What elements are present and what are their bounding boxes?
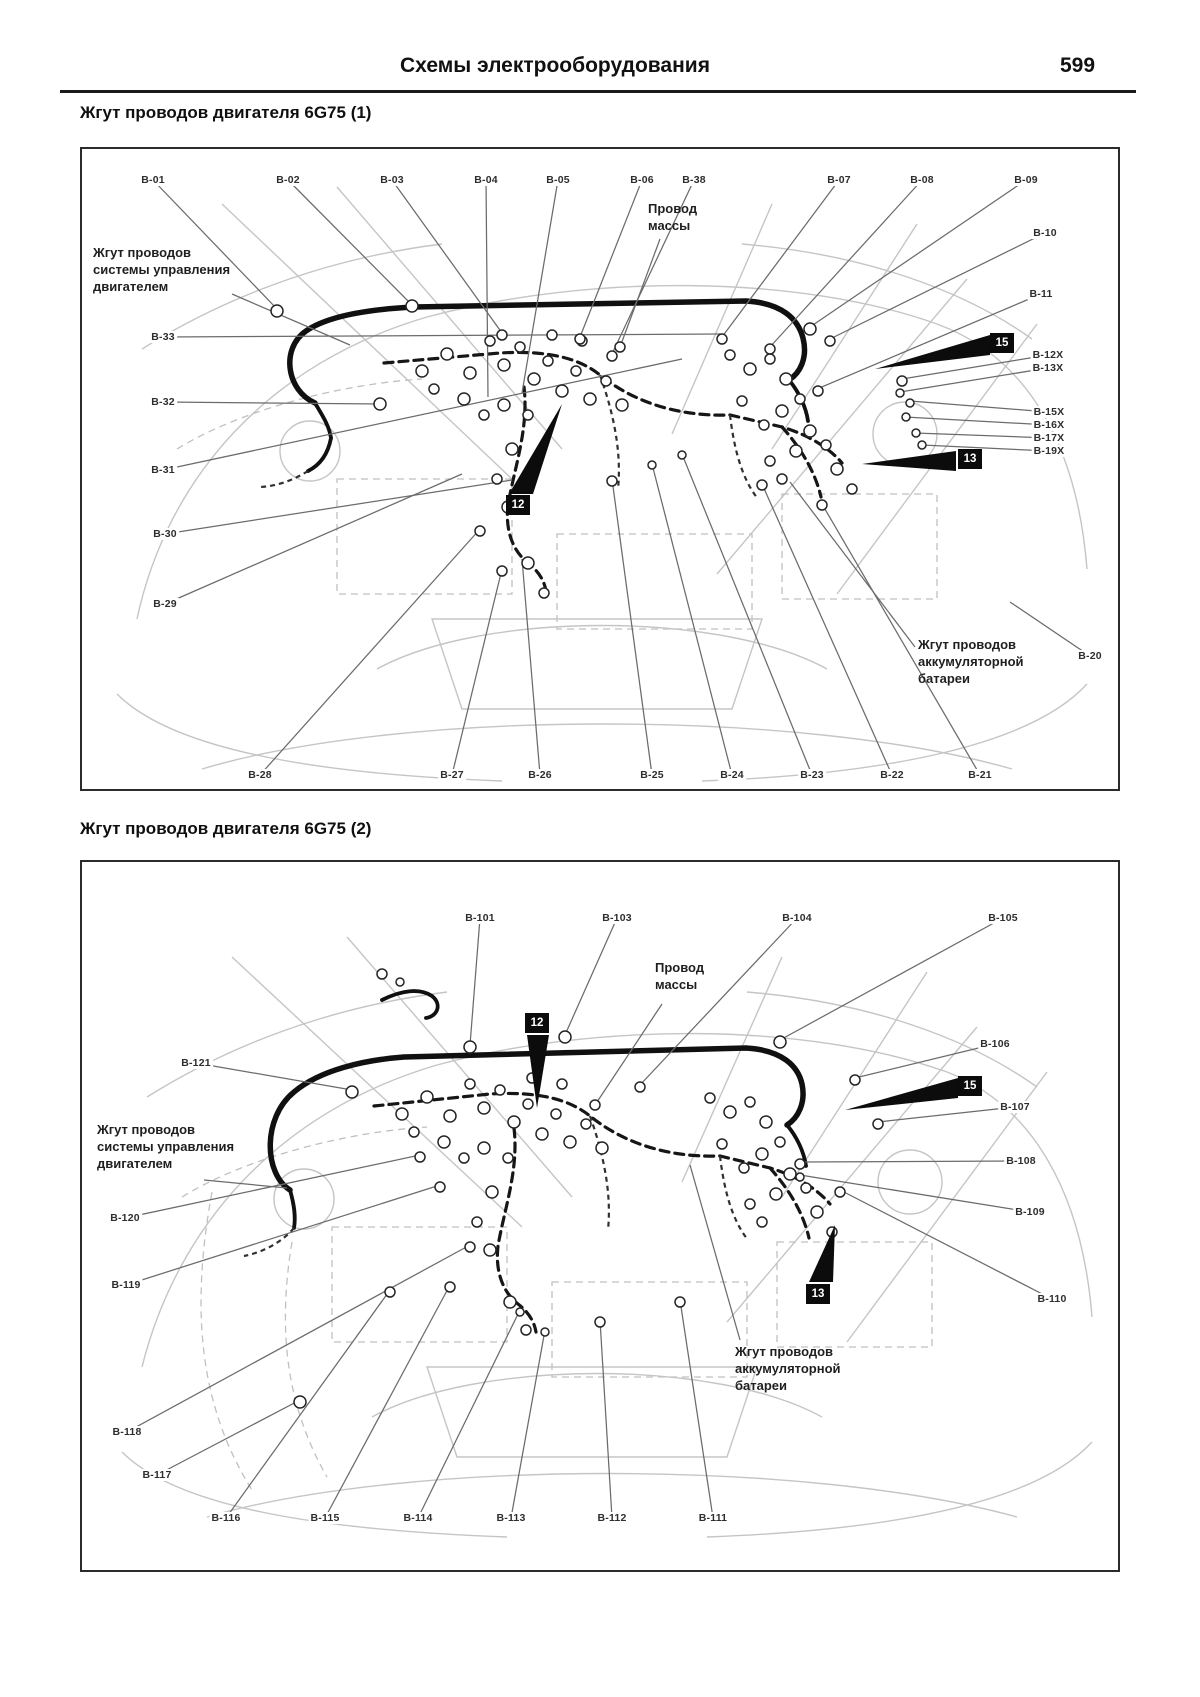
connector-label: B-13X — [1032, 362, 1064, 374]
connector-label: B-08 — [910, 174, 934, 186]
connector-label: B-02 — [276, 174, 300, 186]
connector-grommet — [497, 330, 507, 340]
connector-grommet — [795, 1159, 805, 1169]
connector-label: B-25 — [640, 769, 664, 781]
callout-flag-12: 12 — [506, 495, 530, 515]
connector-grommet — [804, 323, 816, 335]
leader-line — [682, 454, 812, 775]
annotation-line: Жгут проводов — [97, 1122, 196, 1137]
connector-label: B-30 — [153, 528, 177, 540]
connector-grommet — [478, 1142, 490, 1154]
leader-line — [770, 180, 922, 347]
leader-line — [680, 1300, 713, 1518]
connector-grommet — [831, 463, 843, 475]
connector-grommet — [385, 1287, 395, 1297]
leader-line — [163, 334, 722, 337]
connector-grommet — [912, 429, 920, 437]
background-sketch — [122, 937, 1092, 1537]
connector-grommet — [705, 1093, 715, 1103]
annotation-line: массы — [648, 217, 691, 233]
connector-grommet — [444, 1110, 456, 1122]
connector-label: B-06 — [630, 174, 654, 186]
connector-label: B-05 — [546, 174, 570, 186]
connector-grommet — [825, 336, 835, 346]
connector-label: B-117 — [142, 1469, 172, 1481]
engine-control-harness-note — [93, 245, 230, 296]
connector-grommet — [801, 1183, 811, 1193]
connector-grommet — [607, 476, 617, 486]
connector-grommet — [813, 386, 823, 396]
leader-line — [511, 1330, 545, 1518]
connector-grommet — [346, 1086, 358, 1098]
connector-label: B-111 — [698, 1512, 728, 1524]
connector-grommet — [551, 1109, 561, 1119]
leader-line — [325, 1285, 450, 1518]
connector-grommet — [495, 1085, 505, 1095]
connector-grommet — [780, 373, 792, 385]
connector-grommet — [556, 385, 568, 397]
wiring-harness — [258, 301, 842, 591]
connector-label: B-20 — [1078, 650, 1102, 662]
connector-label: B-23 — [800, 769, 824, 781]
connector-label: B-118 — [112, 1426, 142, 1438]
connector-grommet — [374, 398, 386, 410]
connector-grommet — [547, 330, 557, 340]
connector-grommet — [759, 420, 769, 430]
connector-label: B-17X — [1033, 432, 1065, 444]
leader-line — [196, 1063, 352, 1090]
leader-line — [855, 1044, 995, 1078]
connector-grommet — [521, 1325, 531, 1335]
leader-line — [260, 529, 480, 775]
leader-line — [690, 1165, 740, 1340]
leader-line — [204, 1180, 287, 1188]
leader-line — [522, 559, 540, 775]
connector-label: B-22 — [880, 769, 904, 781]
connector-grommet — [396, 1108, 408, 1120]
connector-grommet — [590, 1100, 600, 1110]
connector-grommet — [271, 305, 283, 317]
connector-grommet — [774, 1036, 786, 1048]
leader-line — [922, 445, 1049, 451]
connector-grommet — [596, 1142, 608, 1154]
connector-grommet — [756, 1148, 768, 1160]
connector-grommet — [675, 1297, 685, 1307]
connector-grommet — [725, 350, 735, 360]
connector-grommet — [739, 1163, 749, 1173]
connector-grommet — [396, 978, 404, 986]
connector-grommet — [648, 461, 656, 469]
connector-grommet — [515, 342, 525, 352]
connector-label: B-27 — [440, 769, 464, 781]
leader-line — [830, 233, 1045, 339]
callout-wedge — [862, 451, 956, 471]
connector-grommet — [607, 351, 617, 361]
connector-label: B-112 — [597, 1512, 627, 1524]
connector-label: B-10 — [1033, 227, 1057, 239]
callout-flag-13: 13 — [958, 449, 982, 469]
callout-flag-12: 12 — [525, 1013, 549, 1033]
connector-label: B-105 — [988, 912, 1018, 924]
connector-label: B-103 — [602, 912, 632, 924]
leader-line — [226, 1290, 390, 1518]
annotation-line: Жгут проводов — [735, 1344, 834, 1359]
connector-grommet — [522, 557, 534, 569]
connector-label: B-24 — [720, 769, 744, 781]
connector-label: B-119 — [111, 1279, 141, 1291]
connector-grommet — [902, 413, 910, 421]
connector-label: B-26 — [528, 769, 552, 781]
connector-grommet — [635, 1082, 645, 1092]
connector-label: B-29 — [153, 598, 177, 610]
connector-label: B-19X — [1033, 445, 1065, 457]
connector-grommet — [429, 384, 439, 394]
connector-label: B-28 — [248, 769, 272, 781]
connector-label: B-113 — [496, 1512, 526, 1524]
leader-line — [418, 1310, 520, 1518]
annotation-line: Жгут проводов — [918, 637, 1017, 652]
connector-grommet — [850, 1075, 860, 1085]
connector-grommet — [441, 348, 453, 360]
leader-line — [620, 239, 660, 347]
connector-label: B-115 — [310, 1512, 340, 1524]
leader-line — [790, 482, 915, 647]
leader-line — [157, 1400, 300, 1475]
connector-label: B-01 — [141, 174, 165, 186]
header-rule — [60, 90, 1136, 93]
connector-grommet — [464, 367, 476, 379]
leader-line — [288, 180, 412, 305]
connector-grommet — [557, 1079, 567, 1089]
annotation-line: двигателем — [93, 278, 169, 294]
connector-label: B-107 — [1000, 1101, 1030, 1113]
battery-harness-note — [918, 637, 1024, 688]
annotation-line: аккумуляторной — [735, 1360, 841, 1376]
annotation-line: батареи — [735, 1377, 788, 1393]
connector-label: B-07 — [827, 174, 851, 186]
connector-grommet — [784, 1168, 796, 1180]
connector-grommet — [744, 363, 756, 375]
connector-grommet — [541, 1328, 549, 1336]
connector-label: B-116 — [211, 1512, 241, 1524]
connector-grommet — [459, 1153, 469, 1163]
connector-grommet — [492, 474, 502, 484]
leader-line — [165, 474, 462, 604]
connector-label: B-38 — [682, 174, 706, 186]
figure-2-canvas — [80, 860, 1120, 1572]
connector-grommet — [790, 445, 802, 457]
leader-line — [163, 402, 380, 404]
connector-grommet — [543, 356, 553, 366]
connector-label: B-21 — [968, 769, 992, 781]
connector-grommet — [486, 1186, 498, 1198]
connector-grommet — [416, 365, 428, 377]
leader-line — [915, 433, 1049, 438]
callout-flag-15: 15 — [958, 1076, 982, 1096]
callout-wedge — [845, 1078, 958, 1110]
connector-grommet — [918, 441, 926, 449]
leader-line — [600, 1320, 612, 1518]
connector-grommet — [498, 359, 510, 371]
connector-grommet — [504, 1296, 516, 1308]
callout-flag-13: 13 — [806, 1284, 830, 1304]
connector-label: B-33 — [151, 331, 175, 343]
connector-label: B-11 — [1029, 288, 1053, 300]
connector-label: B-09 — [1014, 174, 1038, 186]
connector-label: B-114 — [403, 1512, 433, 1524]
annotation-line: массы — [655, 976, 698, 992]
connector-label: B-16X — [1033, 419, 1065, 431]
connector-grommet — [847, 484, 857, 494]
connector-grommet — [873, 1119, 883, 1129]
connector-label: B-101 — [465, 912, 495, 924]
figure-2-title: Жгут проводов двигателя 6G75 (2) — [80, 819, 372, 838]
connector-grommet — [581, 1119, 591, 1129]
connector-grommet — [795, 394, 805, 404]
connector-grommet — [435, 1182, 445, 1192]
connector-grommet — [776, 405, 788, 417]
connector-grommet — [472, 1217, 482, 1227]
connector-grommet — [601, 376, 611, 386]
leader-line — [126, 1185, 440, 1285]
ground-wire-note — [655, 960, 704, 994]
leader-line — [486, 180, 488, 397]
connector-grommet — [575, 334, 585, 344]
connector-grommet — [479, 410, 489, 420]
connector-grommet — [377, 969, 387, 979]
leader-line — [165, 480, 512, 534]
connector-grommet — [737, 396, 747, 406]
connector-grommet — [564, 1136, 576, 1148]
connector-label: B-120 — [110, 1212, 140, 1224]
connector-grommet — [775, 1137, 785, 1147]
connector-grommet — [765, 456, 775, 466]
connector-label: B-109 — [1015, 1206, 1045, 1218]
connector-label: B-03 — [380, 174, 404, 186]
connector-grommet — [717, 1139, 727, 1149]
leader-line — [595, 1004, 662, 1105]
connector-grommet — [811, 1206, 823, 1218]
connector-label: B-32 — [151, 396, 175, 408]
connector-grommet — [485, 336, 495, 346]
callout-flag-15: 15 — [990, 333, 1014, 353]
connector-grommet — [897, 376, 907, 386]
connector-label: B-31 — [151, 464, 175, 476]
leader-line — [810, 180, 1026, 327]
page-number: 599 — [1060, 54, 1096, 77]
connector-grommet — [760, 1116, 772, 1128]
connector-grommet — [765, 344, 775, 354]
figure-1-title: Жгут проводов двигателя 6G75 (1) — [80, 103, 372, 122]
connector-grommet — [438, 1136, 450, 1148]
connector-grommet — [777, 474, 787, 484]
connector-grommet — [584, 393, 596, 405]
connector-grommet — [571, 366, 581, 376]
connector-label: B-15X — [1033, 406, 1065, 418]
connector-label: B-04 — [474, 174, 498, 186]
connector-label: B-108 — [1006, 1155, 1036, 1167]
connector-label: B-12X — [1032, 349, 1064, 361]
connector-label: B-110 — [1037, 1293, 1067, 1305]
connector-grommet — [478, 1102, 490, 1114]
connector-grommet — [817, 500, 827, 510]
connector-grommet — [724, 1106, 736, 1118]
connector-grommet — [465, 1079, 475, 1089]
connector-grommet — [906, 399, 914, 407]
connector-grommet — [796, 1173, 804, 1181]
connector-grommet — [717, 334, 727, 344]
connector-grommet — [406, 300, 418, 312]
generated-overlay — [125, 918, 1052, 1518]
connector-grommet — [458, 393, 470, 405]
connector-grommet — [503, 1153, 513, 1163]
annotation-line: аккумуляторной — [918, 653, 1024, 669]
annotation-line: системы управления — [93, 261, 231, 277]
connector-grommet — [678, 451, 686, 459]
connector-grommet — [497, 566, 507, 576]
connector-grommet — [745, 1097, 755, 1107]
connector-grommet — [415, 1152, 425, 1162]
connector-grommet — [484, 1244, 496, 1256]
connector-grommet — [745, 1199, 755, 1209]
connector-grommet — [757, 1217, 767, 1227]
leader-line — [470, 918, 480, 1045]
annotation-line: системы управления — [97, 1138, 235, 1154]
connector-grommet — [508, 1116, 520, 1128]
connector-label: B-104 — [782, 912, 812, 924]
connector-grommet — [294, 1396, 306, 1408]
annotation-line: батареи — [918, 670, 971, 686]
leader-line — [780, 918, 1003, 1040]
annotation-line: Провод — [648, 201, 698, 216]
leader-line — [905, 417, 1049, 425]
annotation-line: Жгут проводов — [93, 245, 192, 260]
connector-grommet — [523, 410, 533, 420]
connector-grommet — [498, 399, 510, 411]
leader-line — [452, 569, 502, 775]
connector-grommet — [523, 1099, 533, 1109]
connector-grommet — [615, 342, 625, 352]
connector-label: B-106 — [980, 1038, 1010, 1050]
connector-grommet — [757, 480, 767, 490]
connector-grommet — [559, 1031, 571, 1043]
connector-grommet — [528, 373, 540, 385]
page-header-title: Схемы электрооборудования — [400, 54, 710, 77]
connector-grommet — [516, 1308, 524, 1316]
figure-1-canvas — [80, 147, 1120, 791]
annotation-line: Провод — [655, 960, 705, 975]
connector-label: B-121 — [181, 1057, 211, 1069]
engine-control-harness-note — [97, 1122, 234, 1173]
connector-grommet — [835, 1187, 845, 1197]
connector-grommet — [475, 526, 485, 536]
connector-grommet — [821, 440, 831, 450]
connector-grommet — [896, 389, 904, 397]
connector-grommet — [464, 1041, 476, 1053]
leader-line — [640, 918, 797, 1085]
connector-grommet — [445, 1282, 455, 1292]
connector-grommet — [595, 1317, 605, 1327]
connector-grommet — [409, 1127, 419, 1137]
leader-line — [800, 1161, 1021, 1162]
connector-grommet — [465, 1242, 475, 1252]
connector-grommet — [539, 588, 549, 598]
leader-line — [878, 1107, 1015, 1122]
battery-harness-note — [735, 1344, 841, 1395]
connector-grommet — [616, 399, 628, 411]
connector-grommet — [770, 1188, 782, 1200]
connector-grommet — [536, 1128, 548, 1140]
connector-grommet — [506, 443, 518, 455]
ground-wire-note — [648, 201, 697, 235]
background-sketch — [117, 187, 1087, 781]
connector-grommet — [421, 1091, 433, 1103]
leader-line — [565, 918, 617, 1035]
leader-line — [722, 180, 839, 337]
connector-grommet — [765, 354, 775, 364]
connector-grommet — [804, 425, 816, 437]
annotation-line: двигателем — [97, 1155, 173, 1171]
